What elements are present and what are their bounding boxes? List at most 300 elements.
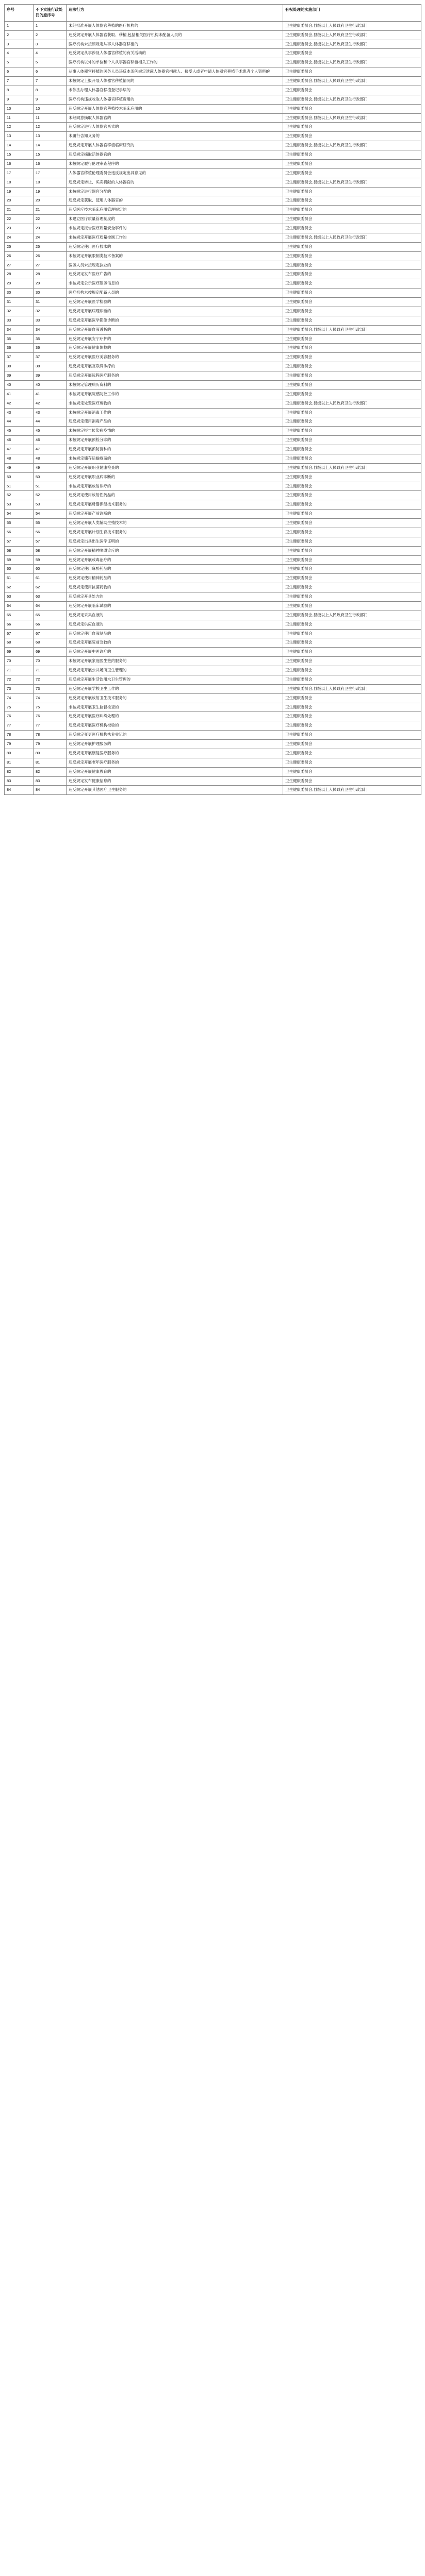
cell-violation: 未按规定履行伦理审查程序的 — [67, 159, 283, 168]
table-row — [5, 362, 421, 371]
cell-violation: 违反规定开展健康体检的 — [67, 344, 283, 353]
cell-department: 卫生健康委员会 — [283, 408, 421, 417]
cell-department: 卫生健康委员会 — [283, 132, 421, 141]
document-page — [4, 4, 421, 795]
table-row — [5, 21, 421, 30]
cell-original-index: 5 — [34, 58, 67, 67]
cell-original-index: 9 — [34, 95, 67, 104]
cell-violation: 违反规定开展公共场所卫生管理的 — [67, 666, 283, 675]
cell-index: 55 — [5, 519, 34, 528]
cell-original-index: 30 — [34, 289, 67, 298]
cell-original-index: 28 — [34, 270, 67, 279]
cell-original-index: 10 — [34, 104, 67, 113]
table-row — [5, 104, 421, 113]
cell-index: 67 — [5, 629, 34, 638]
cell-department: 卫生健康委员会 — [283, 298, 421, 307]
cell-index: 44 — [5, 417, 34, 427]
cell-index: 24 — [5, 233, 34, 242]
table-row — [5, 463, 421, 472]
cell-original-index: 49 — [34, 463, 67, 472]
cell-index: 15 — [5, 150, 34, 160]
cell-violation: 医疗机构以外的单位和个人从事器官移植相关工作的 — [67, 58, 283, 67]
cell-violation: 违反规定从事涉及人体器官移植的有关活动的 — [67, 49, 283, 58]
cell-original-index: 72 — [34, 675, 67, 684]
cell-index: 36 — [5, 344, 34, 353]
table-row — [5, 187, 421, 196]
table-row — [5, 344, 421, 353]
cell-index: 49 — [5, 463, 34, 472]
cell-index: 5 — [5, 58, 34, 67]
cell-violation: 违反规定开展康复医疗服务的 — [67, 749, 283, 758]
cell-original-index: 2 — [34, 30, 67, 40]
cell-index: 29 — [5, 279, 34, 289]
cell-index: 10 — [5, 104, 34, 113]
cell-violation: 违反规定开展产前诊断的 — [67, 510, 283, 519]
cell-original-index: 64 — [34, 601, 67, 611]
cell-department: 卫生健康委员会 — [283, 712, 421, 721]
cell-department: 卫生健康委员会 — [283, 703, 421, 712]
cell-department: 卫生健康委员会 — [283, 344, 421, 353]
cell-index: 20 — [5, 196, 34, 206]
cell-original-index: 29 — [34, 279, 67, 289]
cell-department: 卫生健康委员会 — [283, 721, 421, 731]
table-row — [5, 334, 421, 344]
cell-original-index: 13 — [34, 132, 67, 141]
cell-original-index: 58 — [34, 546, 67, 555]
cell-violation: 未按规定开展医疗质量控制工作的 — [67, 233, 283, 242]
table-row — [5, 482, 421, 491]
cell-violation: 违反规定开具处方的 — [67, 592, 283, 602]
cell-index: 13 — [5, 132, 34, 141]
cell-violation: 违反规定开展病理诊断的 — [67, 307, 283, 316]
cell-index: 9 — [5, 95, 34, 104]
table-row — [5, 436, 421, 445]
cell-department: 卫生健康委员会 — [283, 675, 421, 684]
cell-department: 卫生健康委员会 — [283, 758, 421, 767]
cell-violation: 违反规定开展医学检验的 — [67, 298, 283, 307]
header-index: 序号 — [5, 5, 34, 22]
cell-violation: 违反规定开展生活饮用水卫生管理的 — [67, 675, 283, 684]
cell-original-index: 61 — [34, 574, 67, 583]
cell-original-index: 36 — [34, 344, 67, 353]
cell-original-index: 35 — [34, 334, 67, 344]
cell-original-index: 17 — [34, 168, 67, 178]
cell-department: 卫生健康委员会 — [283, 620, 421, 629]
cell-original-index: 32 — [34, 307, 67, 316]
cell-department: 卫生健康委员会 — [283, 123, 421, 132]
cell-violation: 未按规定开展限制类技术备案的 — [67, 251, 283, 261]
cell-index: 19 — [5, 187, 34, 196]
table-row — [5, 555, 421, 565]
table-row — [5, 251, 421, 261]
table-row — [5, 565, 421, 574]
cell-department: 卫生健康委员会 — [283, 417, 421, 427]
cell-violation: 未经批准开展人体器官移植的医疗机构的 — [67, 21, 283, 30]
cell-department: 卫生健康委员会,县级以上人民政府卫生行政部门 — [283, 786, 421, 795]
cell-index: 39 — [5, 371, 34, 381]
cell-original-index: 16 — [34, 159, 67, 168]
cell-department: 卫生健康委员会 — [283, 555, 421, 565]
cell-department: 卫生健康委员会,县级以上人民政府卫生行政部门 — [283, 77, 421, 86]
cell-index: 18 — [5, 178, 34, 187]
cell-index: 57 — [5, 537, 34, 546]
cell-violation: 违反规定开展安宁疗护的 — [67, 334, 283, 344]
cell-violation: 从事人体器官移植的医务人员违反本条例规定泄露人体器官捐献人、接受人或者申请人体器官移植手术患者个人资料的 — [67, 67, 283, 77]
cell-violation: 违反规定开展人体器官移植技术临床应用的 — [67, 104, 283, 113]
cell-original-index: 84 — [34, 786, 67, 795]
cell-violation: 违反规定开展医学影像诊断的 — [67, 316, 283, 325]
cell-violation: 违反规定使用放射性药品的 — [67, 491, 283, 500]
table-row — [5, 500, 421, 510]
cell-original-index: 7 — [34, 77, 67, 86]
cell-original-index: 39 — [34, 371, 67, 381]
table-row — [5, 417, 421, 427]
table-row — [5, 758, 421, 767]
cell-index: 40 — [5, 380, 34, 389]
cell-department: 卫生健康委员会 — [283, 546, 421, 555]
cell-department: 卫生健康委员会,县级以上人民政府卫生行政部门 — [283, 95, 421, 104]
cell-original-index: 23 — [34, 224, 67, 233]
table-row — [5, 325, 421, 334]
cell-violation: 违反规定开展院前急救的 — [67, 638, 283, 648]
cell-department: 卫生健康委员会 — [283, 168, 421, 178]
cell-violation: 违反规定获取、使用人体器官的 — [67, 196, 283, 206]
cell-original-index: 14 — [34, 141, 67, 150]
cell-original-index: 4 — [34, 49, 67, 58]
cell-violation: 违反规定开展精神障碍诊疗的 — [67, 546, 283, 555]
cell-index: 59 — [5, 555, 34, 565]
cell-original-index: 69 — [34, 648, 67, 657]
cell-index: 47 — [5, 445, 34, 454]
table-row — [5, 629, 421, 638]
table-row — [5, 528, 421, 537]
cell-index: 12 — [5, 123, 34, 132]
cell-original-index: 22 — [34, 215, 67, 224]
table-row — [5, 77, 421, 86]
cell-violation: 违反规定开展预防接种的 — [67, 445, 283, 454]
table-row — [5, 537, 421, 546]
header-department: 有权处理的实施部门 — [283, 5, 421, 22]
cell-index: 45 — [5, 427, 34, 436]
cell-original-index: 46 — [34, 436, 67, 445]
cell-index: 69 — [5, 648, 34, 657]
cell-department: 卫生健康委员会,县级以上人民政府卫生行政部门 — [283, 325, 421, 334]
cell-original-index: 19 — [34, 187, 67, 196]
cell-index: 52 — [5, 491, 34, 500]
table-header-row — [5, 5, 421, 22]
table-row — [5, 703, 421, 712]
cell-violation: 未依法办理人体器官移植登记手续的 — [67, 86, 283, 95]
cell-department: 卫生健康委员会 — [283, 150, 421, 160]
cell-original-index: 73 — [34, 684, 67, 693]
table-row — [5, 721, 421, 731]
cell-department: 卫生健康委员会 — [283, 583, 421, 592]
table-row — [5, 472, 421, 482]
cell-violation: 违反规定开展人体器官获取、移植,包括相关医疗机构未配备人员的 — [67, 30, 283, 40]
table-row — [5, 150, 421, 160]
cell-index: 62 — [5, 583, 34, 592]
cell-index: 4 — [5, 49, 34, 58]
cell-index: 65 — [5, 611, 34, 620]
cell-department: 卫生健康委员会 — [283, 427, 421, 436]
cell-index: 28 — [5, 270, 34, 279]
cell-violation: 违反规定开展健康教育的 — [67, 767, 283, 776]
cell-department: 卫生健康委员会 — [283, 693, 421, 703]
cell-original-index: 50 — [34, 472, 67, 482]
cell-department: 卫生健康委员会 — [283, 629, 421, 638]
table-row — [5, 279, 421, 289]
cell-index: 71 — [5, 666, 34, 675]
table-row — [5, 684, 421, 693]
cell-original-index: 40 — [34, 380, 67, 389]
cell-violation: 医疗机构未按照规定从事人体器官移植的 — [67, 40, 283, 49]
cell-department: 卫生健康委员会 — [283, 767, 421, 776]
cell-index: 48 — [5, 454, 34, 463]
cell-original-index: 83 — [34, 776, 67, 786]
cell-index: 75 — [5, 703, 34, 712]
cell-index: 37 — [5, 353, 34, 362]
cell-violation: 未按规定储存运输疫苗的 — [67, 454, 283, 463]
cell-violation: 违反规定变更医疗机构执业登记的 — [67, 731, 283, 740]
cell-index: 31 — [5, 298, 34, 307]
cell-index: 58 — [5, 546, 34, 555]
table-row — [5, 215, 421, 224]
table-row — [5, 491, 421, 500]
table-row — [5, 574, 421, 583]
table-row — [5, 445, 421, 454]
table-row — [5, 159, 421, 168]
cell-violation: 违反规定开展护理服务的 — [67, 740, 283, 749]
cell-violation: 违反规定开展医疗纠纷处理的 — [67, 712, 283, 721]
cell-violation: 未按规定处置医疗废物的 — [67, 399, 283, 408]
table-row — [5, 648, 421, 657]
cell-original-index: 18 — [34, 178, 67, 187]
cell-index: 22 — [5, 215, 34, 224]
table-row — [5, 40, 421, 49]
table-row — [5, 168, 421, 178]
cell-violation: 违反规定开展中医诊疗的 — [67, 648, 283, 657]
cell-department: 卫生健康委员会 — [283, 500, 421, 510]
table-row — [5, 132, 421, 141]
cell-department: 卫生健康委员会 — [283, 49, 421, 58]
table-row — [5, 454, 421, 463]
table-row — [5, 30, 421, 40]
table-row — [5, 731, 421, 740]
cell-department: 卫生健康委员会,县级以上人民政府卫生行政部门 — [283, 178, 421, 187]
cell-violation: 违反规定使用抗菌药物的 — [67, 583, 283, 592]
cell-violation: 未按规定报告传染病疫情的 — [67, 427, 283, 436]
cell-violation: 违反规定开展戒毒治疗的 — [67, 555, 283, 565]
cell-department: 卫生健康委员会 — [283, 528, 421, 537]
cell-violation: 违反规定开展远程医疗服务的 — [67, 371, 283, 381]
cell-original-index: 54 — [34, 510, 67, 519]
cell-violation: 违反规定开展人类辅助生殖技术的 — [67, 519, 283, 528]
cell-index: 46 — [5, 436, 34, 445]
table-row — [5, 399, 421, 408]
table-row — [5, 58, 421, 67]
cell-violation: 违反规定开展临床试验的 — [67, 601, 283, 611]
cell-original-index: 47 — [34, 445, 67, 454]
cell-index: 63 — [5, 592, 34, 602]
cell-violation: 违反规定开展学校卫生工作的 — [67, 684, 283, 693]
cell-original-index: 63 — [34, 592, 67, 602]
cell-violation: 未按规定开展卫生监督检查的 — [67, 703, 283, 712]
cell-violation: 未按规定开展家庭医生签约服务的 — [67, 657, 283, 666]
cell-department: 卫生健康委员会 — [283, 776, 421, 786]
table-row — [5, 611, 421, 620]
cell-department: 卫生健康委员会 — [283, 436, 421, 445]
cell-department: 卫生健康委员会 — [283, 104, 421, 113]
cell-original-index: 27 — [34, 261, 67, 270]
cell-original-index: 6 — [34, 67, 67, 77]
cell-original-index: 55 — [34, 519, 67, 528]
cell-original-index: 81 — [34, 758, 67, 767]
cell-index: 26 — [5, 251, 34, 261]
cell-violation: 违反规定开展人体器官移植临床研究的 — [67, 141, 283, 150]
cell-original-index: 41 — [34, 389, 67, 399]
cell-original-index: 3 — [34, 40, 67, 49]
cell-violation: 违反规定供应血液的 — [67, 620, 283, 629]
cell-department: 卫生健康委员会 — [283, 601, 421, 611]
cell-department: 卫生健康委员会 — [283, 657, 421, 666]
table-row — [5, 67, 421, 77]
cell-violation: 未按规定报告医疗质量安全事件的 — [67, 224, 283, 233]
cell-original-index: 62 — [34, 583, 67, 592]
cell-original-index: 68 — [34, 638, 67, 648]
table-row — [5, 206, 421, 215]
table-row — [5, 178, 421, 187]
cell-index: 79 — [5, 740, 34, 749]
cell-violation: 违反规定进行人体器官买卖的 — [67, 123, 283, 132]
cell-original-index: 78 — [34, 731, 67, 740]
cell-original-index: 34 — [34, 325, 67, 334]
table-row — [5, 519, 421, 528]
cell-original-index: 75 — [34, 703, 67, 712]
cell-department: 卫生健康委员会,县级以上人民政府卫生行政部门 — [283, 684, 421, 693]
table-row — [5, 353, 421, 362]
cell-department: 卫生健康委员会 — [283, 307, 421, 316]
cell-index: 68 — [5, 638, 34, 648]
cell-violation: 违反规定使用血液制品的 — [67, 629, 283, 638]
cell-department: 卫生健康委员会 — [283, 389, 421, 399]
cell-original-index: 70 — [34, 657, 67, 666]
cell-violation: 未按规定开展消毒工作的 — [67, 408, 283, 417]
cell-index: 34 — [5, 325, 34, 334]
cell-violation: 违反规定发布健康信息的 — [67, 776, 283, 786]
cell-index: 3 — [5, 40, 34, 49]
cell-index: 23 — [5, 224, 34, 233]
table-row — [5, 270, 421, 279]
table-row — [5, 638, 421, 648]
cell-violation: 未按规定上报开展人体器官移植情况的 — [67, 77, 283, 86]
cell-violation: 违反规定转让、买卖捐献的人体器官的 — [67, 178, 283, 187]
cell-index: 21 — [5, 206, 34, 215]
cell-index: 8 — [5, 86, 34, 95]
cell-department: 卫生健康委员会,县级以上人民政府卫生行政部门 — [283, 21, 421, 30]
cell-department: 卫生健康委员会,县级以上人民政府卫生行政部门 — [283, 113, 421, 123]
table-row — [5, 767, 421, 776]
cell-index: 51 — [5, 482, 34, 491]
header-violation: 违法行为 — [67, 5, 283, 22]
cell-violation: 违反规定摘取活体器官的 — [67, 150, 283, 160]
cell-department: 卫生健康委员会 — [283, 353, 421, 362]
cell-index: 60 — [5, 565, 34, 574]
cell-department: 卫生健康委员会 — [283, 242, 421, 251]
cell-index: 27 — [5, 261, 34, 270]
cell-original-index: 56 — [34, 528, 67, 537]
table-row — [5, 510, 421, 519]
cell-original-index: 71 — [34, 666, 67, 675]
cell-violation: 未履行告知义务的 — [67, 132, 283, 141]
cell-original-index: 66 — [34, 620, 67, 629]
table-row — [5, 389, 421, 399]
cell-department: 卫生健康委员会 — [283, 565, 421, 574]
cell-department: 卫生健康委员会,县级以上人民政府卫生行政部门 — [283, 40, 421, 49]
table-row — [5, 196, 421, 206]
cell-index: 72 — [5, 675, 34, 684]
cell-department: 卫生健康委员会 — [283, 454, 421, 463]
table-row — [5, 316, 421, 325]
table-row — [5, 776, 421, 786]
cell-original-index: 80 — [34, 749, 67, 758]
cell-department: 卫生健康委员会 — [283, 510, 421, 519]
cell-index: 70 — [5, 657, 34, 666]
cell-index: 73 — [5, 684, 34, 693]
cell-violation: 违反规定开展医疗机构校验的 — [67, 721, 283, 731]
cell-original-index: 45 — [34, 427, 67, 436]
cell-violation: 未按规定开展放射诊疗的 — [67, 482, 283, 491]
cell-original-index: 38 — [34, 362, 67, 371]
cell-department: 卫生健康委员会 — [283, 159, 421, 168]
cell-violation: 未经同意摘取人体器官的 — [67, 113, 283, 123]
cell-original-index: 24 — [34, 233, 67, 242]
cell-index: 32 — [5, 307, 34, 316]
table-row — [5, 675, 421, 684]
cell-original-index: 26 — [34, 251, 67, 261]
cell-index: 82 — [5, 767, 34, 776]
cell-department: 卫生健康委员会 — [283, 251, 421, 261]
table-row — [5, 666, 421, 675]
cell-violation: 违反规定使用麻醉药品的 — [67, 565, 283, 574]
table-row — [5, 380, 421, 389]
table-row — [5, 693, 421, 703]
cell-violation: 违反规定开展互联网诊疗的 — [67, 362, 283, 371]
cell-violation: 医疗机构未按规定配备人员的 — [67, 289, 283, 298]
cell-department: 卫生健康委员会 — [283, 261, 421, 270]
table-row — [5, 95, 421, 104]
table-row — [5, 141, 421, 150]
cell-department: 卫生健康委员会,县级以上人民政府卫生行政部门 — [283, 141, 421, 150]
cell-department: 卫生健康委员会 — [283, 574, 421, 583]
cell-department: 卫生健康委员会 — [283, 334, 421, 344]
cell-violation: 违反规定使用消毒产品的 — [67, 417, 283, 427]
table-row — [5, 298, 421, 307]
cell-original-index: 79 — [34, 740, 67, 749]
cell-index: 42 — [5, 399, 34, 408]
cell-index: 33 — [5, 316, 34, 325]
table-row — [5, 427, 421, 436]
cell-index: 76 — [5, 712, 34, 721]
cell-original-index: 51 — [34, 482, 67, 491]
cell-department: 卫生健康委员会,县级以上人民政府卫生行政部门 — [283, 463, 421, 472]
cell-original-index: 20 — [34, 196, 67, 206]
cell-original-index: 52 — [34, 491, 67, 500]
table-row — [5, 749, 421, 758]
cell-original-index: 8 — [34, 86, 67, 95]
cell-index: 35 — [5, 334, 34, 344]
cell-department: 卫生健康委员会,县级以上人民政府卫生行政部门 — [283, 399, 421, 408]
cell-index: 38 — [5, 362, 34, 371]
